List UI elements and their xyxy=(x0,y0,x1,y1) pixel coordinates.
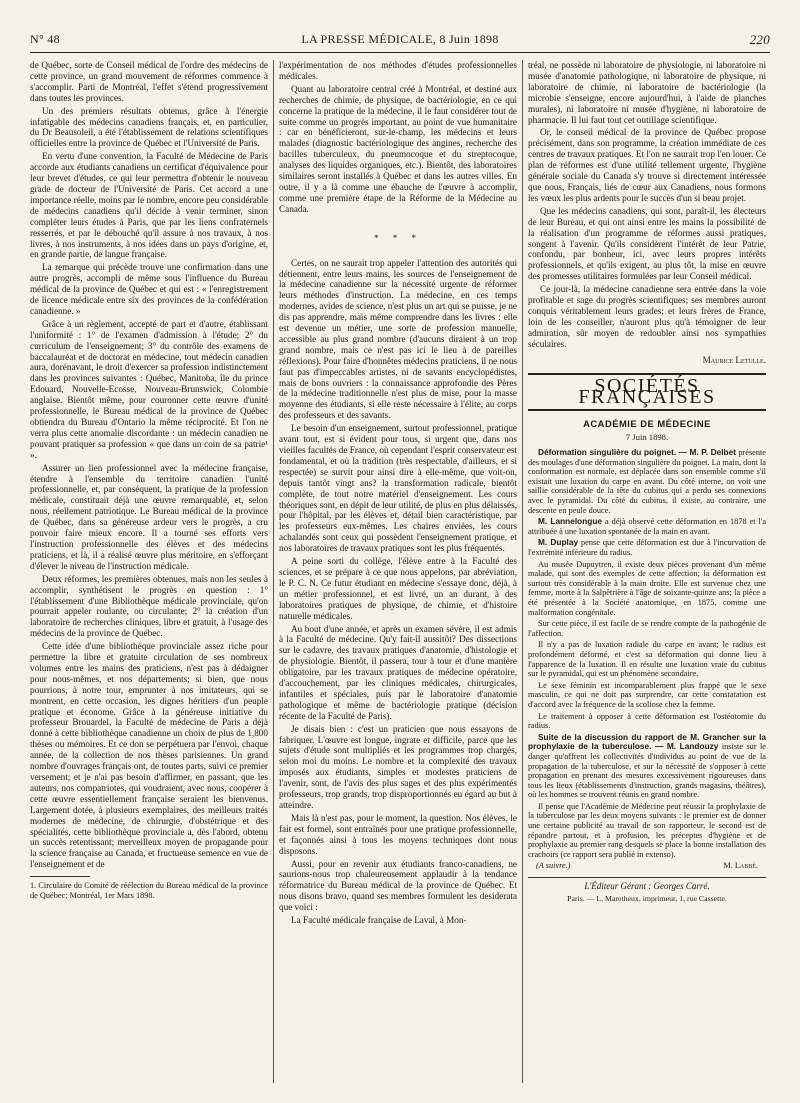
paragraph: Or, le conseil médical de la province de Québec propose précisément, dans son programme, la création immédiate de ces centres de travaux pratiques. Et l'on ne saurait trop l'en louer. Ce plan de réformes est d'une utilité tellement urgente, l'hygiène générale sociale du Canada s'y trouve si directement intéressée que nous, Français, liés de cœur aux Canadiens, nous formons les vœux les plus ardents pour le succès d'un si beau projet. xyxy=(528,127,766,203)
column-divider xyxy=(522,60,523,1083)
column-divider xyxy=(273,60,274,1083)
society-heading: ACADÉMIE DE MÉDECINE xyxy=(583,418,711,430)
issue-number: N° 48 xyxy=(30,32,60,46)
reporter-name: M. Labbé. xyxy=(723,861,758,871)
report xyxy=(528,538,766,557)
printer-line: Paris. — L. Maretheux, imprimeur, 1, rue Cassette. xyxy=(567,893,727,903)
paragraph: Que les médecins canadiens, qui sont, paraît-il, les électeurs de leur Bureau, et qui ont ainsi entre les mains la possibilité de la réalisation d'un programme de réformes aussi pratiques, songent à l'avenir. Qu'ils considèrent l'intérêt de leur Patrie, confondu, par bonheur, ici, avec leurs propres intérêts professionnels, et qu'ils exigent, au plus tôt, la mise en œuvre des promesses utilitaires formulées par leur Conseil médical. xyxy=(528,205,766,282)
paragraph: tréal, ne possède ni laboratoire de physiologie, ni laboratoire ni musée d'anatomie pathologique, ni laboratoire de physique, ni laboratoire de chimie, ni laboratoire de bactériologie (la microbie s'enseigne, encore aujourd'hui, à l'aide de planches murales), ni laboratoire ni musée d'hygiène, ni laboratoire de pharmacie. Il lui faut tout cet outillage scientifique. xyxy=(528,60,766,125)
report-author: M. Lannelongue xyxy=(538,516,603,527)
report-footer xyxy=(528,861,766,871)
page-number: 220 xyxy=(749,32,770,47)
report-paragraph: Le sexe féminin est incomparablement plus frappé que le sexe masculin, ce qui ne doit pas surprendre, car cette constatation est d'accord avec la fréquence de la scoliose chez la femme. xyxy=(528,680,766,709)
page-header xyxy=(30,32,770,50)
report-text: a déjà observé cette déformation en 1878 et l'a attribuée à une luxation spontanée de la main en avant. xyxy=(528,517,766,536)
column-1 xyxy=(30,60,268,900)
report xyxy=(528,448,766,515)
paragraph: Aussi, pour en revenir aux étudiants franco-canadiens, ne saurions-nous trop chaleureusement applaudir à la tendance réformatrice du Bureau médical de la province de Québec. Et nous disons bravo, quand ses membres formulent les desiderata que voici : xyxy=(279,858,517,913)
paragraph: Ce jour-là, la médecine canadienne sera entrée dans la voie profitable et sage du progrès scientifiques; ses membres auront conquis véritablement leurs grades; et leurs frères de France, loin de les conseiller, n'auront plus qu'à témoigner de leur admiration, sûr moyen de redoubler ainsi nos sympathies séculaires. xyxy=(528,284,766,349)
report-author: M. Landouzy xyxy=(666,741,719,752)
report xyxy=(528,517,766,536)
report-text: insiste sur le danger qu'offrent les collectivités d'individus au point de vue de la propagation de la tuberculose, et sur la nécessité de s'opposer à cette propagation en prenant des mesures excessivement rigoureuses dans tous les lieux (établissements d'instruction, grands magasins, théâtres), où les hommes se trouvent réunis en grand nombre. xyxy=(528,742,766,800)
paragraph: La Faculté médicale française de Laval, à Mon- xyxy=(291,915,467,926)
paragraph: Assurer un lien professionnel avec la médecine française, étendre à l'ensemble du territoire canadien l'unité professionnelle, et, par conséquent, la pratique de la profession médicale, constituait déjà une œuvre remarquable, et, selon nous, réellement patriotique. Le Bureau médical de la province de Québec, dans sa généreuse ardeur vers le progrès, a cru pouvoir faire mieux encore. Il a tourné ses efforts vers l'instruction professionnelle des élèves et des médecins praticiens, et là, il a réalisé œuvre plus méritoire, en s'efforçant d'élever le niveau de l'instruction médicale. xyxy=(30,462,268,571)
report-author: M. Duplay xyxy=(538,537,579,548)
report-author: — M. P. Delbet xyxy=(678,447,736,458)
report-text: présente des moulages d'une déformation singulière du poignet. La main, dont la conformation est normale, est déplacée dans son ensemble comme s'il existait une luxation du carpe en avant. Du côté interne, on voit une saillie considérable de la tête du cubitus qui a perdu ses connexions avec le pyramidal. Du côté du cubitus, il existe, au contraire, une descente en peule douce. xyxy=(528,448,766,515)
paragraph: En vertu d'une convention, la Faculté de Médecine de Paris accorde aux étudiants canadiens un certificat d'équivalence pour leur brevet d'études, ce qui leur permettra d'obtenir le nouveau grade de docteur de l'Université de Paris. Cet accord a une importance réelle, moins par le nombre, encore peu considérable de médecins canadiens qu'il décide à venir terminer, sinon compléter leurs études à Paris, que par les liens confraternels resserrés, et par le débouché qu'il assure à nos travaux, à nos livres, à nos instruments, à nos idées dans un pays d'origine, et, en grande partie, de langue française. xyxy=(30,151,268,260)
managing-editor: L'Éditeur Gérant : Georges Carré. xyxy=(528,877,766,892)
report-paragraph: Au musée Dupuytren, il existe deux pièces provenant d'un même malade, qui sont des exemples de cette affection; la déformation est surtout très considérable à la main droite. Elle est survenue chez une femme, morte à la Salpêtrière à l'âge de soixante-quinze ans; la pièce a été présentée à la Société anatomique, en 1875, comme une malformation congénitale. xyxy=(528,559,766,617)
section-separator: * * * xyxy=(374,232,422,243)
society-reports xyxy=(528,448,766,871)
column-2 xyxy=(279,60,517,928)
header-rule xyxy=(30,52,770,53)
report-text: pense que cette déformation est due à l'incurvation de l'extrémité inférieure du radius. xyxy=(528,538,766,558)
journal-title: LA PRESSE MÉDICALE, 8 Juin 1898 xyxy=(301,32,499,46)
paragraph: de Québec, sorte de Conseil médical de l'ordre des médecins de cette province, un grand mouvement de réformes commence à s'accomplir. Parti de Montréal, l'effet s'étend progressivement dans toutes les provinces. xyxy=(30,60,268,103)
column-3 xyxy=(528,60,766,905)
section-banner: SOCIÉTÉS FRANÇAISES xyxy=(528,373,766,411)
report-paragraph: Il n'y a pas de luxation radiale du carpe en avant; le radius est profondément déformé, et c'est sa déformation qui donne lieu à l'apparence de la luxation. Il en résulte une luxation vraie du cubitus sur le pyramidal, qui est un phénomène secondaire. xyxy=(528,640,766,679)
footnote-rule xyxy=(30,876,90,877)
paragraph: l'expérimentation de nos méthodes d'études professionnelles médicales. xyxy=(279,60,517,81)
to-be-continued: (A suivre.) xyxy=(536,861,571,871)
report-title: Suite de la discussion du rapport de M. Grancher sur la prophylaxie de la tuberculose. — xyxy=(528,731,766,752)
article-signature: Maurice Letulle. xyxy=(702,354,766,365)
paragraph: Je disais bien : c'est un praticien que nous essayons de fabriquer. L'œuvre est longue, ingrate et difficile, parce que les sujets d'étude sont multipliés et les programmes trop chargés, selon moi du moins. Le nombre et la complexité des travaux imposés aux étudiants, simples et modestes praticiens de l'avenir, sont, de l'avis des plus sages et des plus expérimentés professeurs, trop grands, trop disproportionnés eu égard au but à atteindre. xyxy=(279,723,517,810)
report xyxy=(528,733,766,800)
paragraph: Cette idée d'une bibliothèque provinciale assez riche pour permettre la libre et gratuite circulation de ses nombreux volumes entre les mains des praticiens, n'est pas à dédaigner pour nous-mêmes, et nos départements; si bien, que nous pourrions, à notre tour, emprunter à nos imitateurs, qui se montrent, en cette occasion, les dignes héritiers d'un peuple pratique et économe. Grâce à la généreuse initiative du professeur Brouardel, la Faculté de médecine de Paris a déjà donné à cette bibliothèque canadienne un choix de plus de 1,800 thèses ou mémoires. Et ce don se perpétuera par l'envoi, chaque année, de la collection de nos thèses parisiennes. Un grand nombre d'ouvrages français ont, de toutes parts, suivi ce premier versement; et je n'ai pas besoin d'affirmer, en passant, que les auteurs, nos compatriotes, qui voudraient, avec nous, coopérer à cette œuvre essentiellement française seraient les bienvenus. Largement dotée, à plusieurs exemplaires, des meilleurs traités modernes de médecine, de chirurgie, d'obstétrique et des spécialités, cette bibliothèque provinciale a, dès l'abord, obtenu un succès retentissant; merveilleux moyen de propagande pour la science française au Canada, et fructueuse semence en vue de l'enseignement et de xyxy=(30,641,268,870)
report-paragraph: Il pense que l'Académie de Médecine peut réussir la prophylaxie de la tuberculose par les deux moyens suivants : le premier est de donner une certaine publicité au travail de son rapporteur, le second est de répandre partout, et à profusion, les préceptes d'hygiène et de prophylaxie au premier rang desquels se place la bonne installation des crachoirs (ce rapport sera publié in extenso). xyxy=(528,801,766,859)
paragraph: Le besoin d'un enseignement, surtout professionnel, pratique avant tout, est si évident pour tous, si urgent que, dans nos vieilles facultés de France, où cependant l'esprit conservateur est fondamental, et où la tradition (très respectable, d'ailleurs, et si respectée) se survit pour ainsi dire à elle-même, que voit-on, depuis tantôt vingt ans? la transformation radicale, bientôt complète, de tout notre matériel d'enseignement. Les cours théoriques sont, en dépit de leur utilité, de plus en plus délaissés, pour l'hôpital, par les élèves et, détail bien caractéristique, par les professeurs eux-mêmes. Les chaires enviées, les cours achalandés sont ceux qui possèdent l'enseignement pratique, et nos laboratoires de travaux pratiques sont les plus fréquentés. xyxy=(279,423,517,554)
paragraph: Mais là n'est pas, pour le moment, la question. Nos élèves, le fait est formel, sont entraînés pour une pratique professionnelle, et façonnés ainsi à tous les moyens techniques dont nous disposons. xyxy=(279,812,517,856)
session-date: 7 Juin 1898. xyxy=(625,432,669,443)
paragraph: Au bout d'une année, et après un examen sévère, il est admis à la Faculté de médecine. Qu'y fait-il aussitôt? Des dissections sur le cadavre, des travaux pratiques d'anatomie, d'histologie et de physiologie. Bientôt, il passera, tour à tour et d'une manière obligatoire, par les travaux pratiques de médecine opératoire, d'accouchement, par les cliniques médicales, chirurgicales, infantiles et spéciales, puis par le laboratoire d'anatomie pathologique et même de bactériologie pratique (décision récente de la Faculté de Paris). xyxy=(279,623,517,721)
report-paragraph: Le traitement à opposer à cette déformation est l'ostéotomie du radius. xyxy=(528,711,766,731)
footnote: 1. Circulaire du Comité de réélection du Bureau médical de la province de Québec; Montréal, 1er Mars 1898. xyxy=(30,881,268,900)
paragraph: La remarque qui précède trouve une confirmation dans une autre progrès, accompli de même sous l'influence du Bureau médical de la province de Québec et qui est : « l'enregistrement de licence médicale entre six des provinces de la confédération canadienne. » xyxy=(30,262,268,316)
paragraph: Certes, on ne saurait trop appeler l'attention des autorités qui détiennent, entre leurs mains, les sources de l'enseignement de la médecine canadienne sur la nécessité urgente de réformer leurs méthodes d'instruction. La médecine, en ces temps modernes, avides de science, n'est plus un art qui se puisse, je ne dis pas apprendre, mais même comprendre dans les livres : elle est devenue un métier, une sorte de profession manuelle, accessible au plus grand nombre (d'aucuns diraient à un trop grand nombre, mais ce n'est pas ici le lieu à de pareilles réflexions). Pour faire d'honnêtes médecins praticiens, il ne nous faut pas d'impeccables artistes, ni de savants encyclopédistes, mais de bons ouvriers : la connaissance approfondie des Pères de la médecine traditionnelle n'est plus de mise, pour la masse moyenne des étudiants, si elle reste nécessaire à l'élite, au corps des professeurs et des savants. xyxy=(279,257,517,421)
paragraph: Un des premiers résultats obtenus, grâce à l'énergie infatigable des médecins canadiens français, et, en particulier, du Dr Beausoleil, a été l'établissement de relations scientifiques officielles entre la province de Québec et l'Université de Paris. xyxy=(30,105,268,149)
paragraph: Grâce à un règlement, accepté de part et d'autre, établissant l'uniformité : 1° de l'examen d'admission à l'étude; 2° du curriculum de l'enseignement; 3° du contrôle des examens de baccalauréat et de doctorat en médecine, tout médecin canadien aura, dorénavant, le droit d'exercer sa profession indistinctement dans les provinces suivantes : Québec, Manitoba, île du prince Edouard, Nouvelle-Ecosse, Nouveau-Brunswick, Colombie anglaise. Bientôt même, pour couronner cette œuvre d'unité professionnelle, le Bureau médical de la province de Québec obtiendra du Bureau d'Ontario la même réciprocité. Et l'on ne verra plus cette anomalie discordante : un médecin canadien ne pouvant pratiquer sa profession « que dans un coin de sa patrie¹ ». xyxy=(30,318,268,460)
paragraph: A peine sorti du collège, l'élève entre à la Faculté des sciences, et se prépare à ce que nous appelons, par abréviation, le P. C. N. Ce futur étudiant en médecine s'essaye donc, déjà, à un métier professionnel, et est livré, un an durant, à des laboratoires pratiques de physique, de chimie, et d'histoire naturelle médicales. xyxy=(279,556,517,621)
report-paragraph: Sur cette pièce, il est facile de se rendre compte de la pathogénie de l'affection. xyxy=(528,619,766,638)
paragraph: Deux réformes, les premières obtenues, mais non les seules à accomplir, synthétisent le progrès en question : 1° l'établissement d'une Bibliothèque médicale provinciale, qu'on pourrait appeler roulante, ou circulante; 2° la création d'un laboratoire de recherches cliniques, libre et gratuit, à l'usage des médecins de la province de Québec. xyxy=(30,573,268,639)
report-title: Déformation singulière du poignet. xyxy=(538,447,677,458)
paragraph: Quant au laboratoire central créé à Montréal, et destiné aux recherches de chimie, de physique, de bactériologie, en ce qui concerne la pratique de la médecine, il le faut considérer tout de suite comme un progrès important, au point de vue humanitaire : car en bénéficieront, sur-le-champ, les médecins et leurs malades (diagnostic bactériologique des angines, recherche des bacilles tuberculeux, du pneumocoque et du streptocoque, analyses des liquides organiques, etc.). Bientôt, des laboratoires similaires seront installés à Québec et dans les autres villes. En outre, il y a là comme une ébauche de l'œuvre à accomplir, comme une première étape de la Réforme de la Médecine au Canada. xyxy=(279,83,517,214)
